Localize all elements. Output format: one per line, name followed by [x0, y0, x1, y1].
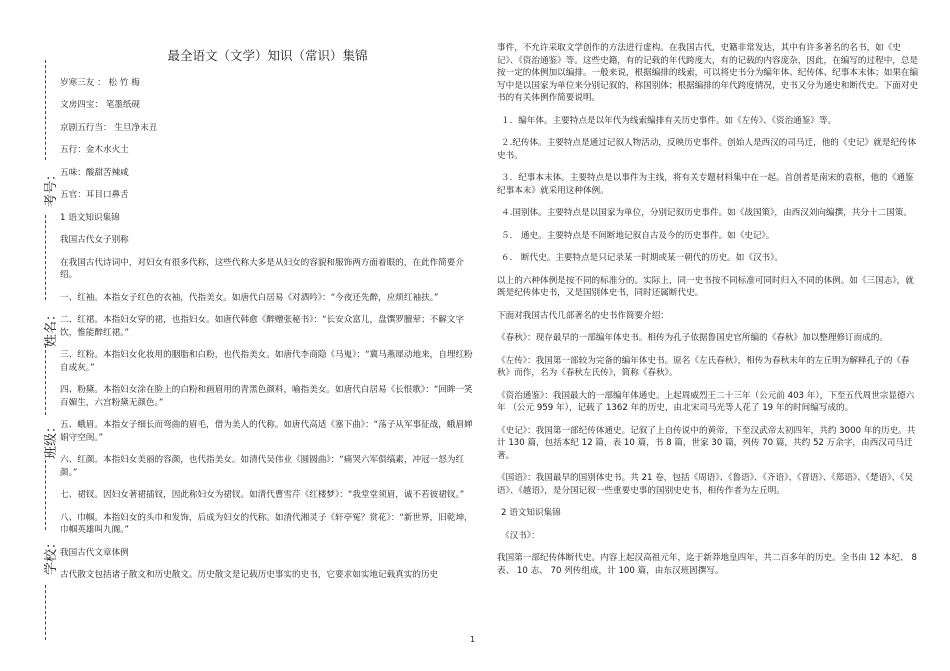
section-heading-1: 1 语文知识集锦	[60, 212, 120, 223]
book-zuozhuan: 《左传》：我国第一部较为完备的编年体史书。原名《左氏春秋》，相传为春秋末年的左丘明为解释孔子的《春秋》而作，名为《春秋左氏传》，简称《春秋》。	[497, 355, 910, 378]
paragraph-hongqun: 二、红裙。本指妇女穿的裙，也指妇女。如唐代韩愈《醉赠张秘书》：“长安众富儿，盘馔罗膻荤；不解文字饮，惟能醉红裙。”	[60, 315, 465, 338]
item-biannian: １．编年体。主要特点是以年代为线索编排有关历史事件。如《左传》、《资治通鉴》等。	[501, 115, 837, 126]
left-column	[60, 50, 475, 592]
book-shiji: 《史记》：我国第一部纪传体通史。记叙了上自传说中的黄帝，下至汉武帝太初四年，共约 3000 年的历史。共计 130 篇，包括本纪 12 篇，表 10 篇，书 8 篇，世家 30 篇，列传 70 篇，共约 52 万余字，由西汉司马迁著。	[497, 425, 916, 461]
subheading-women: 我国古代女子别称	[60, 235, 129, 245]
book-zizhitongjian: 《资治通鉴》：我国最大的一部编年体通史。上起周威烈王二十三年（公元前 403 年），下至五代周世宗显德六年 （公元 959 年），记载了 1362 年的历史，由北宋司马光等人花了 19 年的时间编写成的。	[497, 390, 915, 413]
section-heading-2: 2 语文知识集锦	[501, 508, 561, 518]
paragraph-prose: 古代散文包括诸子散文和历史散文。历史散文是记载历史事实的史书，它要求如实地记载真实的历史	[60, 570, 439, 580]
dashed-line-3	[45, 345, 46, 415]
paragraph-intro: 在我国古代诗词中，对妇女有很多代称，这些代称大多是从妇女的容貌和服饰两方面着眼的，在此作简要介绍。	[60, 257, 464, 280]
paragraph-qunchai: 七、裙钗。因妇女著裙插钗，因此称妇女为裙钗。如清代曹雪芹《红楼梦》：“我堂堂须眉，诚不若彼裙钗。”	[60, 490, 465, 500]
class-label: 班级：	[44, 419, 60, 460]
line-wuxing: 五行：金木水火土	[60, 145, 129, 155]
document-title: 最全语文（文学）知识（常识）集锦	[167, 48, 368, 63]
book-hanshu-heading: 《汉书》：	[501, 530, 540, 541]
subheading-article-style: 我国古代文章体例	[60, 547, 129, 558]
right-column	[497, 42, 919, 587]
dashed-line-2	[45, 215, 46, 300]
item-jishibenmo: ３．纪事本末体。主要特点是以事件为主线，将有关专题材料集中在一起。首创者是南宋的袁枢，他的《通鉴纪事本末》就采用这种体例。	[497, 173, 914, 196]
book-hanshu: 我国第一部纪传体断代史。内容上起汉高祖元年，迄于新莽地皇四年，共二百多年的历史。全书由 12 本纪、 8 表、 10 志、 70 列传组成，计 100 篇，由东汉班固撰写。	[497, 553, 917, 576]
book-guoyu: 《国语》：我国最早的国别体史书。共 21 卷，包括《周语》、《鲁语》、《齐语》、《晋语》、《郑语》、《楚语》、《吴语》、《越语》，是分国记叙一些重要史事的国别史史书，相传作者为左丘明。	[497, 473, 913, 496]
dashed-line-4	[45, 460, 46, 530]
line-jingju: 京剧五行当： 生旦净末丑	[60, 122, 158, 133]
item-guobie: ４.国别体。主要特点是以国家为单位，分别记叙历史事件。如《战国策》，由西汉刘向编撰，共分十二国策。	[501, 208, 912, 218]
item-jizhuan: ２.纪传体。主要特点是通过记叙人物活动，反映历史事件。创始人是西汉的司马迁，他的《史记》就是纪传体史书。	[497, 138, 917, 161]
paragraph-hongfen: 三、红粉。本指妇女化妆用的胭脂和白粉，也代指美女。如唐代李商隐《马嵬》：“冀马燕犀动地来，自埋红粉自成灰。”	[60, 350, 473, 373]
item-duandai: ６． 断代史。主要特点是只记录某一时期或某一朝代的历史。如《汉书》。	[501, 253, 784, 263]
school-label: 学校：	[44, 535, 60, 576]
paragraph-jinguo: 八、巾帼。本指妇女的头巾和发饰，后成为妇女的代称。如清代湘灵子《轩亭冤？赏花》：“新世界，旧乾坤，巾帼英雄叫九阍。”	[60, 512, 473, 535]
book-chunqiu: 《春秋》：现存最早的一部编年体史书。相传为孔子依据鲁国史官所编的《春秋》加以整理修订而成的。	[497, 333, 889, 343]
paragraph-emei: 五、蛾眉。本指女子细长而弯曲的眉毛，借为美人的代称。如唐代高适《塞下曲》：“荡子从军事征战，蛾眉婵娟守空闺。”	[60, 420, 473, 443]
paragraph-hongxiu: 一、红袖。本指女子红色的衣袖，代指美女。如唐代白居易《对酒吟》：“今夜还先醉，应烦红袖扶。”	[60, 292, 439, 303]
paragraph-six-styles: 以上的六种体例是按不同的标准分的。实际上，同一史书按不同标准可同时归入不同的体例。如《三国志》，就既是纪传体史书，又是国别体史书，同时还属断代史。	[497, 275, 914, 298]
dashed-line-1	[45, 60, 46, 160]
line-wuwei: 五味：酸甜苦辣咸	[60, 167, 129, 178]
paragraph-hongyan: 六、红颜。本指妇女美丽的容颜，也代指美女。如清代吴伟业《圆圆曲》：“痛哭六军俱缟素，冲冠一怒为红颜。”	[60, 455, 465, 478]
dashed-line-5	[45, 585, 46, 640]
paragraph-fendai: 四、粉黛。本指妇女涂在脸上的白粉和画眉用的青黑色颜料，喻指美女。如唐代白居易《长恨歌》：“回眸一笑百媚生，六宫粉黛无颜色。”	[60, 385, 473, 408]
item-tongshi: ５． 通史。主要特点是不间断地记叙自古及今的历史事件。如《史记》。	[501, 230, 775, 241]
paragraph-famous-intro: 下面对我国古代几部著名的史书作简要介绍：	[497, 310, 669, 321]
line-suihan: 岁寒三友 ： 松 竹 梅	[60, 77, 140, 88]
line-wuguan: 五官：耳目口鼻舌	[60, 190, 129, 200]
name-label: 姓名：	[44, 307, 60, 348]
exam-number-label: 考号：	[44, 167, 60, 208]
paragraph-history-intro: 事件，不允许采取文学创作的方法进行虚构。在我国古代，史籍非常发达，其中有许多著名的名书，如《史记》、《资治通鉴》等。这些史籍，有的记载的年代跨度大，有的记载的内容庞杂，因此，在编写的过程中，总是按一定的体例加以编排。一般来说，根据编排的线索，可以将史书分为编年体、纪传体、纪事本末体；如果在编写中是以国家为单位来分别记叙的，称国别体；根据编排的年代跨度情况，史书又分为通史和断代史。下面对史书的有关体例作简要说明。	[497, 43, 919, 103]
line-wenfang: 文房四宝： 笔墨纸砚	[60, 100, 141, 110]
page-number: 1	[470, 635, 476, 644]
